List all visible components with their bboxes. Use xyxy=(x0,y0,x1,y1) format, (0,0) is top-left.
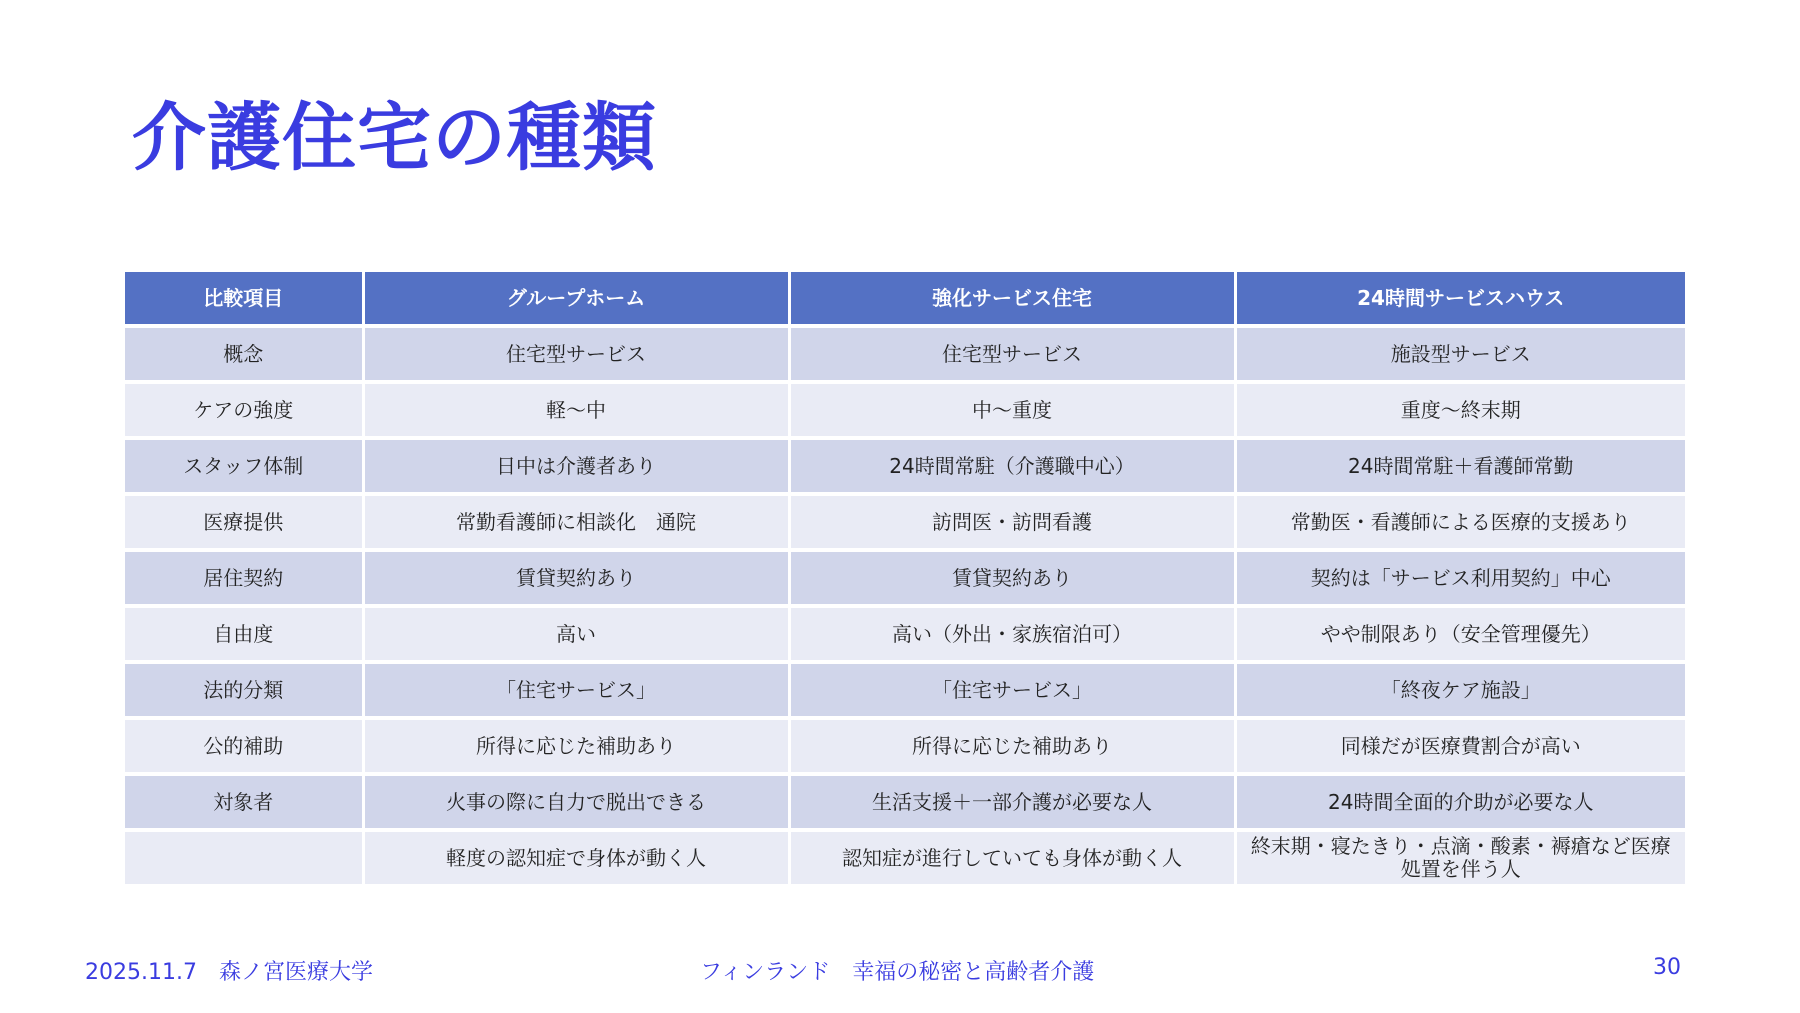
table-row xyxy=(125,438,1685,494)
table-cell: 住宅型サービス xyxy=(789,326,1235,382)
header-cell: 比較項目 xyxy=(125,272,363,326)
row-label xyxy=(125,830,363,886)
header-cell: 24時間サービスハウス xyxy=(1235,272,1685,326)
row-label: 居住契約 xyxy=(125,550,363,606)
row-label: 公的補助 xyxy=(125,718,363,774)
row-label: 対象者 xyxy=(125,774,363,830)
table-cell: 賃貸契約あり xyxy=(789,550,1235,606)
table-cell: 常勤看護師に相談化 通院 xyxy=(363,494,789,550)
table-cell: 生活支援＋一部介護が必要な人 xyxy=(789,774,1235,830)
comparison-table xyxy=(125,272,1685,888)
table-cell: やや制限あり（安全管理優先） xyxy=(1235,606,1685,662)
table-cell: 24時間常駐（介護職中心） xyxy=(789,438,1235,494)
table-cell: 所得に応じた補助あり xyxy=(789,718,1235,774)
table-cell: 軽〜中 xyxy=(363,382,789,438)
row-label: 自由度 xyxy=(125,606,363,662)
row-label: 概念 xyxy=(125,326,363,382)
table-cell: 所得に応じた補助あり xyxy=(363,718,789,774)
table-row xyxy=(125,326,1685,382)
table-cell: 「終夜ケア施設」 xyxy=(1235,662,1685,718)
table-row xyxy=(125,382,1685,438)
table-cell: 訪問医・訪問看護 xyxy=(789,494,1235,550)
table-cell: 契約は「サービス利用契約」中心 xyxy=(1235,550,1685,606)
row-label: 法的分類 xyxy=(125,662,363,718)
table-cell: 終末期・寝たきり・点滴・酸素・褥瘡など医療処置を伴う人 xyxy=(1235,830,1685,886)
table-cell: 「住宅サービス」 xyxy=(789,662,1235,718)
table-cell: 24時間常駐＋看護師常勤 xyxy=(1235,438,1685,494)
table-row xyxy=(125,550,1685,606)
table-row xyxy=(125,606,1685,662)
footer-date-institution: 2025.11.7 森ノ宮医療大学 xyxy=(85,960,373,985)
row-label: スタッフ体制 xyxy=(125,438,363,494)
table-cell: 軽度の認知症で身体が動く人 xyxy=(363,830,789,886)
table-row xyxy=(125,774,1685,830)
table-row xyxy=(125,830,1685,886)
table-cell: 認知症が進行していても身体が動く人 xyxy=(789,830,1235,886)
table-cell: 同様だが医療費割合が高い xyxy=(1235,718,1685,774)
table-cell: 高い（外出・家族宿泊可） xyxy=(789,606,1235,662)
table-cell: 高い xyxy=(363,606,789,662)
table-cell: 賃貸契約あり xyxy=(363,550,789,606)
header-cell: グループホーム xyxy=(363,272,789,326)
table-header-row xyxy=(125,272,1685,326)
page-number: 30 xyxy=(1653,955,1681,980)
row-label: ケアの強度 xyxy=(125,382,363,438)
header-cell: 強化サービス住宅 xyxy=(789,272,1235,326)
row-label: 医療提供 xyxy=(125,494,363,550)
table-cell: 火事の際に自力で脱出できる xyxy=(363,774,789,830)
table-row xyxy=(125,662,1685,718)
table-cell: 日中は介護者あり xyxy=(363,438,789,494)
table-cell: 中〜重度 xyxy=(789,382,1235,438)
table-cell: 重度〜終末期 xyxy=(1235,382,1685,438)
table-cell: 24時間全面的介助が必要な人 xyxy=(1235,774,1685,830)
table-cell: 「住宅サービス」 xyxy=(363,662,789,718)
table-cell: 施設型サービス xyxy=(1235,326,1685,382)
table-cell: 住宅型サービス xyxy=(363,326,789,382)
slide-title: 介護住宅の種類 xyxy=(132,95,657,181)
footer-presentation-title: フィンランド 幸福の秘密と高齢者介護 xyxy=(700,960,1095,985)
table-cell: 常勤医・看護師による医療的支援あり xyxy=(1235,494,1685,550)
table-row xyxy=(125,494,1685,550)
table-row xyxy=(125,718,1685,774)
